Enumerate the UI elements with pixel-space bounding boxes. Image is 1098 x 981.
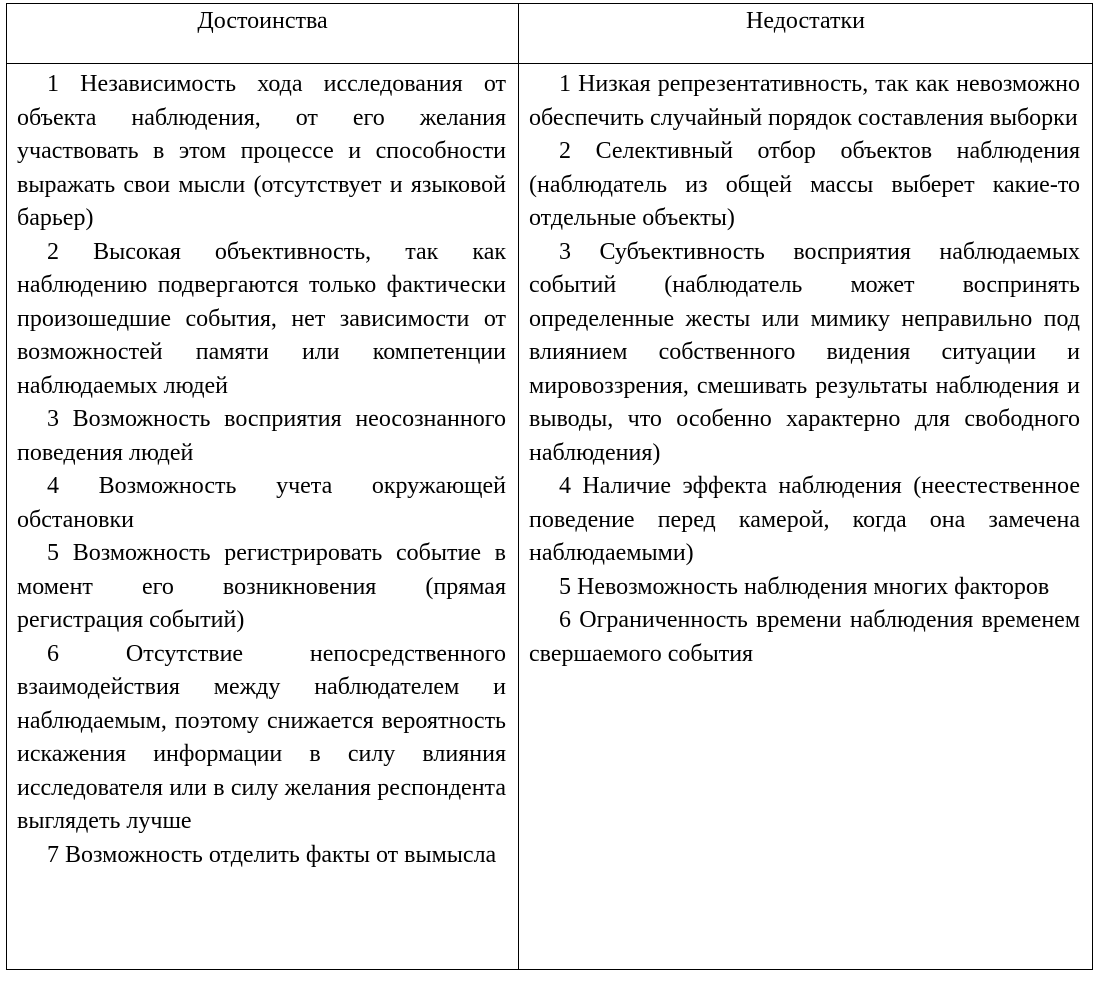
advantage-item: 4 Возможность учета окружающей обстановки [17, 473, 506, 533]
disadvantage-item: 4 Наличие эффекта наблюдения (неестественное поведение перед камерой, когда она замечена наблюдаемыми) [529, 473, 1080, 566]
disadvantage-item: 3 Субъективность восприятия наблюдаемых событий (наблюдатель может воспринять определенные жесты или мимику неправильно под влиянием собственного видения ситуации и мировоззрения, смешивать результаты наблюдения и выводы, что особенно характерно для свободного наблюдения) [529, 238, 1080, 466]
advantage-item: 3 Возможность восприятия неосознанного поведения людей [17, 406, 506, 466]
disadvantages-cell [519, 64, 1093, 970]
content-row [7, 64, 1093, 970]
disadvantage-item: 6 Ограниченность времени наблюдения временем свершаемого события [529, 607, 1080, 667]
disadvantage-item: 5 Невозможность наблюдения многих факторов [559, 573, 1050, 600]
advantages-cell [7, 64, 519, 970]
disadvantages-header: Недостатки [519, 4, 1093, 64]
disadvantage-item: 1 Низкая репрезентативность, так как невозможно обеспечить случайный порядок составления выборки [529, 71, 1080, 131]
advantage-item: 7 Возможность отделить факты от вымысла [47, 841, 497, 868]
header-row [7, 4, 1093, 64]
disadvantage-item: 2 Селективный отбор объектов наблюдения (наблюдатель из общей массы выберет какие-то отдельные объекты) [529, 138, 1080, 231]
advantage-item: 6 Отсутствие непосредственного взаимодействия между наблюдателем и наблюдаемым, поэтому снижается вероятность искажения информации в силу влияния исследователя или в силу желания респондента выглядеть лучше [17, 640, 506, 834]
comparison-table [6, 3, 1093, 970]
advantage-item: 5 Возможность регистрировать событие в момент его возникновения (прямая регистрация событий) [17, 540, 506, 633]
advantage-item: 2 Высокая объективность, так как наблюдению подвергаются только фактически произошедшие события, нет зависимости от возможностей памяти или компетенции наблюдаемых людей [17, 238, 506, 399]
advantages-header: Достоинства [7, 4, 519, 64]
advantage-item: 1 Независимость хода исследования от объекта наблюдения, от его желания участвовать в этом процессе и способности выражать свои мысли (отсутствует и языковой барьер) [17, 71, 506, 231]
